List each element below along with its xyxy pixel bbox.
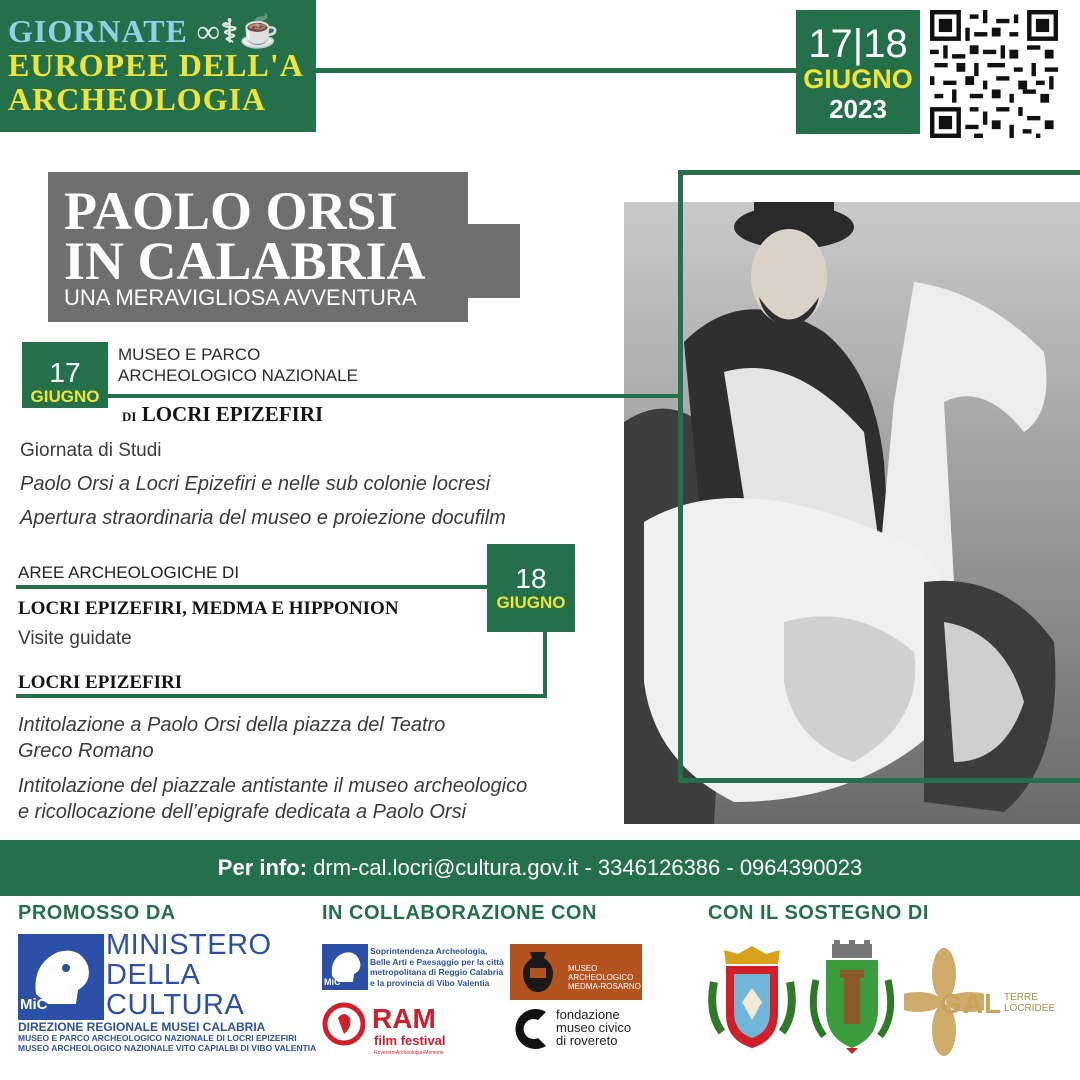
comune-coat-of-arms-icon [806,940,898,1056]
day2-locri-underline [16,694,546,698]
historical-photo [624,202,1080,824]
page-title [64,181,426,291]
day1-item-2: Apertura straordinaria del museo e proiezione docufilm [20,507,506,529]
support-label: CON IL SOSTEGNO DI [708,902,929,924]
ram-subtitle: film festival [374,1033,446,1048]
mic-logo-icon: MiC [18,934,104,1020]
day1-venue-name: DI LOCRI EPIZEFIRI [122,402,324,426]
fondazione-logo-icon [508,1004,556,1054]
info-bar [0,840,1080,896]
ministry-name: MINISTERO DELLA CULTURA [106,929,272,1021]
day1-event-title: Giornata di Studi [20,440,162,461]
soprintendenza-text: Soprintendenza Archeologia, Belle Arti e Paesaggio per la città metropolitana di Reggio Calabria e la provincia di Vibo Valentia [370,946,504,988]
ram-logo-icon [322,1000,368,1056]
day2-areas-names: LOCRI EPIZEFIRI, MEDMA E HIPPONION [18,598,399,619]
photo-frame-left [678,170,683,782]
page-subtitle: UNA MERAVIGLIOSA AVVENTURA [64,285,417,310]
day2-badge-connector [543,632,547,698]
vase-icon [514,948,562,996]
day1-divider [108,394,680,398]
photo-frame-top [678,170,1080,175]
photo-frame-bottom [678,778,1080,783]
qr-code-icon[interactable] [930,10,1058,138]
day2-visits: Visite guidate [18,628,132,649]
locri-coat-of-arms-icon [700,944,804,1056]
title-line-1: PAOLO ORSI [64,181,398,241]
soprintendenza-logo-icon: MiC [322,944,368,990]
ram-tagline: Rovereto•Archeologia•Memorie [374,1050,444,1056]
gal-subtitle: TERRE LOCRIDEE [1004,992,1056,1014]
info-contacts[interactable]: drm-cal.locri@cultura.gov.it - 3346126386 - 0964390023 [313,855,863,880]
day2-item-4: e ricollocazione dell’epigrafe dedicata a Paolo Orsi [18,801,467,823]
date-year: 2023 [829,94,887,124]
header-divider [316,68,798,73]
day2-month: GIUGNO [496,593,566,612]
day1-item-1: Paolo Orsi a Locri Epizefiri e nelle sub colonie locresi [20,473,491,495]
day1-month: GIUGNO [30,387,100,406]
collab-label: IN COLLABORAZIONE CON [322,902,597,924]
day2-date-badge [487,544,575,632]
day1-date-badge [22,342,108,408]
ministry-subtitles: DIREZIONE REGIONALE MUSEI CALABRIA MUSEO E PARCO ARCHEOLOGICO NAZIONALE DI LOCRI EPIZEFIRI MUSEO ARCHEOLOGICO NAZIONALE VITO CAPIALBI DI VIBO VALENTIA [18,1020,317,1053]
promoted-label: PROMOSSO DA [18,902,176,924]
day2-item-2: Greco Romano [18,740,154,762]
day2-day: 18 [515,563,547,594]
info-label: Per info: [217,855,308,880]
day2-locri-label: LOCRI EPIZEFIRI [18,672,183,693]
day2-item-3: Intitolazione del piazzale antistante il museo archeologico [18,775,528,797]
day2-areas-label: AREE ARCHEOLOGICHE DI [18,563,240,582]
title-background-extension [466,224,520,298]
event-logo: GIORNATE ∞⚕☕ EUROPEE DELL'A ARCHEOLOGIA [0,0,316,132]
museo-medma-logo: MUSEO ARCHEOLOGICO MEDMA-ROSARNO [510,944,642,1000]
day2-divider [16,585,488,589]
day2-item-1: Intitolazione a Paolo Orsi della piazza del Teatro [18,714,446,736]
gal-name: GAL [940,988,1003,1019]
day1-venue: MUSEO E PARCO ARCHEOLOGICO NAZIONALE [118,345,358,385]
fondazione-text: fondazione museo civico di rovereto [556,1007,632,1048]
date-month: GIUGNO [803,64,913,94]
day1-day: 17 [49,357,81,388]
date-days: 17|18 [808,22,908,66]
event-date-box [796,10,920,134]
ram-name: RAM [372,1003,436,1034]
title-line-2: IN CALABRIA [64,231,426,291]
